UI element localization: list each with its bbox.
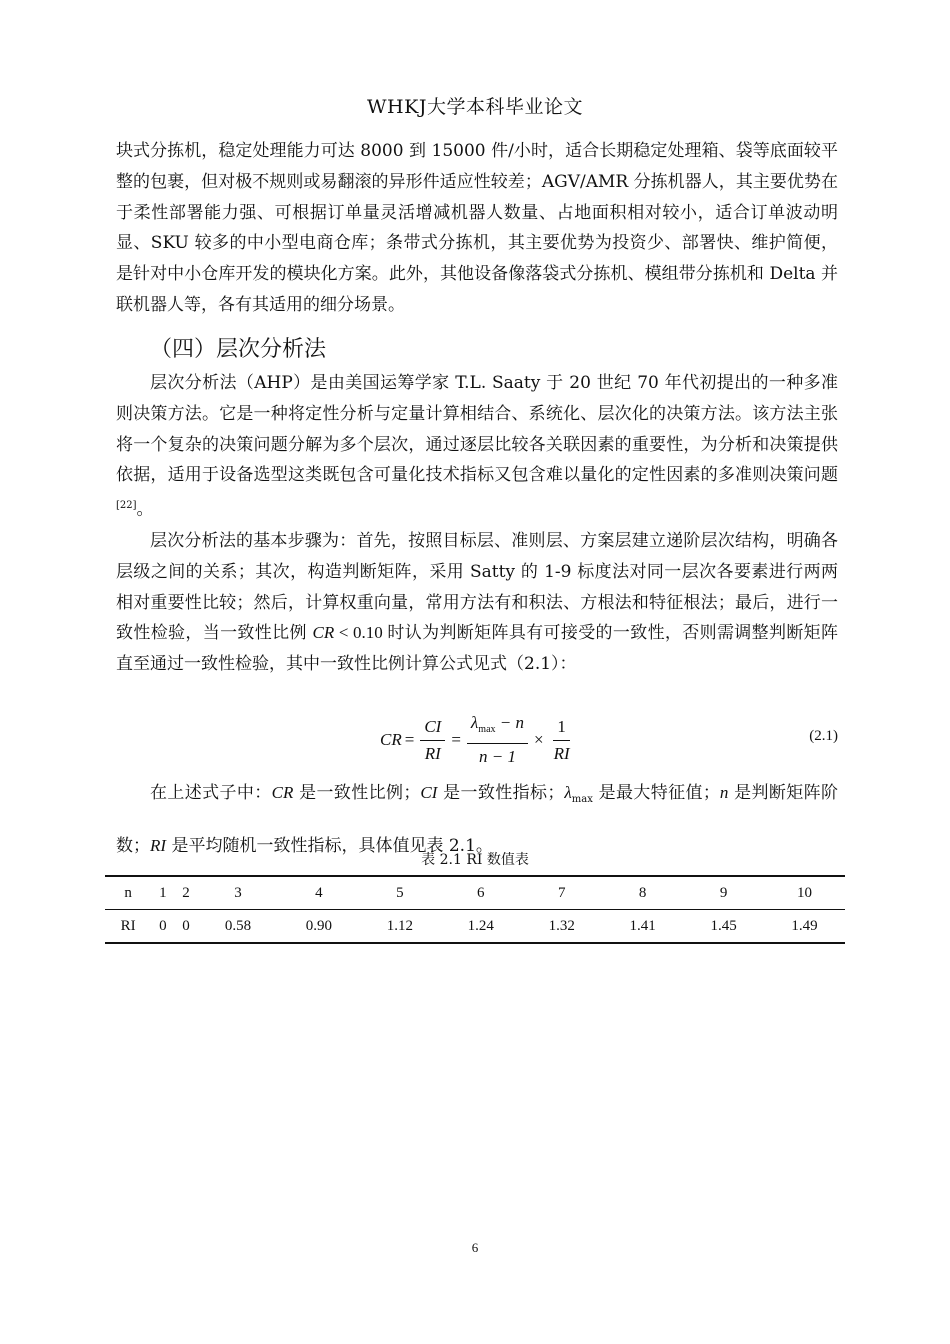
steps-body-b: 时认为判断矩阵具有可接受的一致性，否则需调整判断矩阵直至通过一致性检验，其中一致性比例计算公式见式（2.1）： <box>116 623 839 675</box>
table-caption: 表 2.1 RI 数值表 <box>421 852 529 868</box>
table-cell: 1.24 <box>440 910 521 944</box>
table-cell: 1.41 <box>602 910 683 944</box>
symbol-ri-desc: 是平均随机一致性指标，具体值见表 2.1。 <box>166 836 493 856</box>
table-cell: n <box>105 876 151 910</box>
ri-value-table <box>105 875 845 944</box>
table-cell: 5 <box>359 876 440 910</box>
symbol-ci-desc: 是一致性指标； <box>437 783 565 803</box>
cr-formula <box>380 712 577 768</box>
reciprocal-numerator: 1 <box>553 716 570 741</box>
formula-equals-2: = <box>451 730 461 749</box>
ahp-text <box>116 368 838 526</box>
minus-n: − n <box>495 713 524 732</box>
symbol-lambda-sub: max <box>571 794 593 805</box>
formula-lhs: CR <box>380 730 402 749</box>
reciprocal-ri-fraction <box>550 716 574 765</box>
table-cell: 1 <box>151 876 174 910</box>
fraction-denominator-ri: RI <box>424 743 441 763</box>
lambda-fraction <box>467 712 528 768</box>
symbol-lambda: λ <box>564 783 572 802</box>
steps-paragraph <box>116 526 838 680</box>
reciprocal-denominator: RI <box>553 743 570 763</box>
table-cell: 0 <box>174 910 197 944</box>
ahp-end: 。 <box>136 499 154 520</box>
page-header: WHKJ大学本科毕业论文 <box>367 96 583 118</box>
table-cell: 0 <box>151 910 174 944</box>
citation-ref: [22] <box>116 500 137 512</box>
table-cell: 1.45 <box>683 910 764 944</box>
table-cell: RI <box>105 910 151 944</box>
table-cell: 8 <box>602 876 683 910</box>
symbol-ri: RI <box>150 836 167 855</box>
table-cell: 1.32 <box>521 910 602 944</box>
table-cell: 6 <box>440 876 521 910</box>
lambda-numerator <box>467 712 528 744</box>
page-number: 6 <box>471 1240 479 1255</box>
cr-symbol: CR <box>312 623 335 643</box>
table-cell: 2 <box>174 876 197 910</box>
intro-text: 块式分拣机，稳定处理能力可达 8000 到 15000 件/小时，适合长期稳定处理箱、袋等底面较平整的包裹，但对极不规则或易翻滚的异形件适应性较差；AGV/AMR 分拣机器人，其主要优势在于柔性部署能力强、可根据订单量灵活增减机器人数量、占地面积相对较小，适合订单波动明显、SKU 较多的中小型电商仓库；条带式分拣机，其主要优势为投资少、部署快、维护简便，是针对中小仓库开发的模块化方案。此外，其他设备像落袋式分拣机、模组带分拣机和 Delta 并联机器人等，各有其适用的细分场景。 <box>116 141 838 315</box>
table-cell: 3 <box>198 876 279 910</box>
steps-text <box>116 526 838 680</box>
table-data-row <box>105 910 845 944</box>
symbol-cr: CR <box>271 783 294 802</box>
lambda-denominator: n − 1 <box>478 747 516 766</box>
table-cell: 10 <box>764 876 845 910</box>
steps-body-a: 层次分析法的基本步骤为：首先，按照目标层、准则层、方案层建立递阶层次结构，明确各层级之间的关系；其次，构造判断矩阵，采用 Satty 的 1-9 标度法对同一层次各要素进行两两相对重要性比较；然后，计算权重向量，常用方法有和积法、方根法和特征根法；最后，进行一致性检验，当一致性比例 <box>116 531 838 644</box>
symbol-ci: CI <box>420 783 438 802</box>
table-cell: 0.90 <box>278 910 359 944</box>
ahp-body: 层次分析法（AHP）是由美国运筹学家 T.L. Saaty 于 20 世纪 70 年代初提出的一种多准则决策方法。它是一种将定性分析与定量计算相结合、系统化、层次化的决策方法。该方法主张将一个复杂的决策问题分解为多个层次，通过逐层比较各关联因素的重要性，为分析和决策提供依据，适用于设备选型这类既包含可量化技术指标又包含难以量化的定性因素的多准则决策问题 <box>116 373 838 486</box>
formula-equals-1: = <box>404 730 415 749</box>
fraction-numerator-ci: CI <box>420 716 445 741</box>
symbol-lambda-desc: 是最大特征值； <box>592 783 720 803</box>
table-cell: 1.49 <box>764 910 845 944</box>
ci-over-ri-fraction <box>420 716 445 765</box>
symbol-n: n <box>719 783 729 802</box>
ahp-paragraph <box>116 368 838 526</box>
symbols-lead: 在上述式子中： <box>150 783 272 803</box>
table-cell: 0.58 <box>198 910 279 944</box>
equation-number: (2.1) <box>809 728 838 744</box>
lambda-subscript: max <box>478 724 496 735</box>
symbol-n-desc: 是判断矩阵阶数； <box>116 783 838 856</box>
formula-times: × <box>534 730 544 749</box>
table-cell: 4 <box>278 876 359 910</box>
table-cell: 1.12 <box>359 910 440 944</box>
table-cell: 7 <box>521 876 602 910</box>
intro-paragraph <box>116 136 838 321</box>
section-heading: （四）层次分析法 <box>150 337 327 362</box>
lambda-symbol: λ <box>470 713 479 732</box>
cr-threshold: < 0.10 <box>334 623 388 643</box>
symbol-cr-desc: 是一致性比例； <box>293 783 421 803</box>
table-cell: 9 <box>683 876 764 910</box>
table-header-row <box>105 876 845 910</box>
